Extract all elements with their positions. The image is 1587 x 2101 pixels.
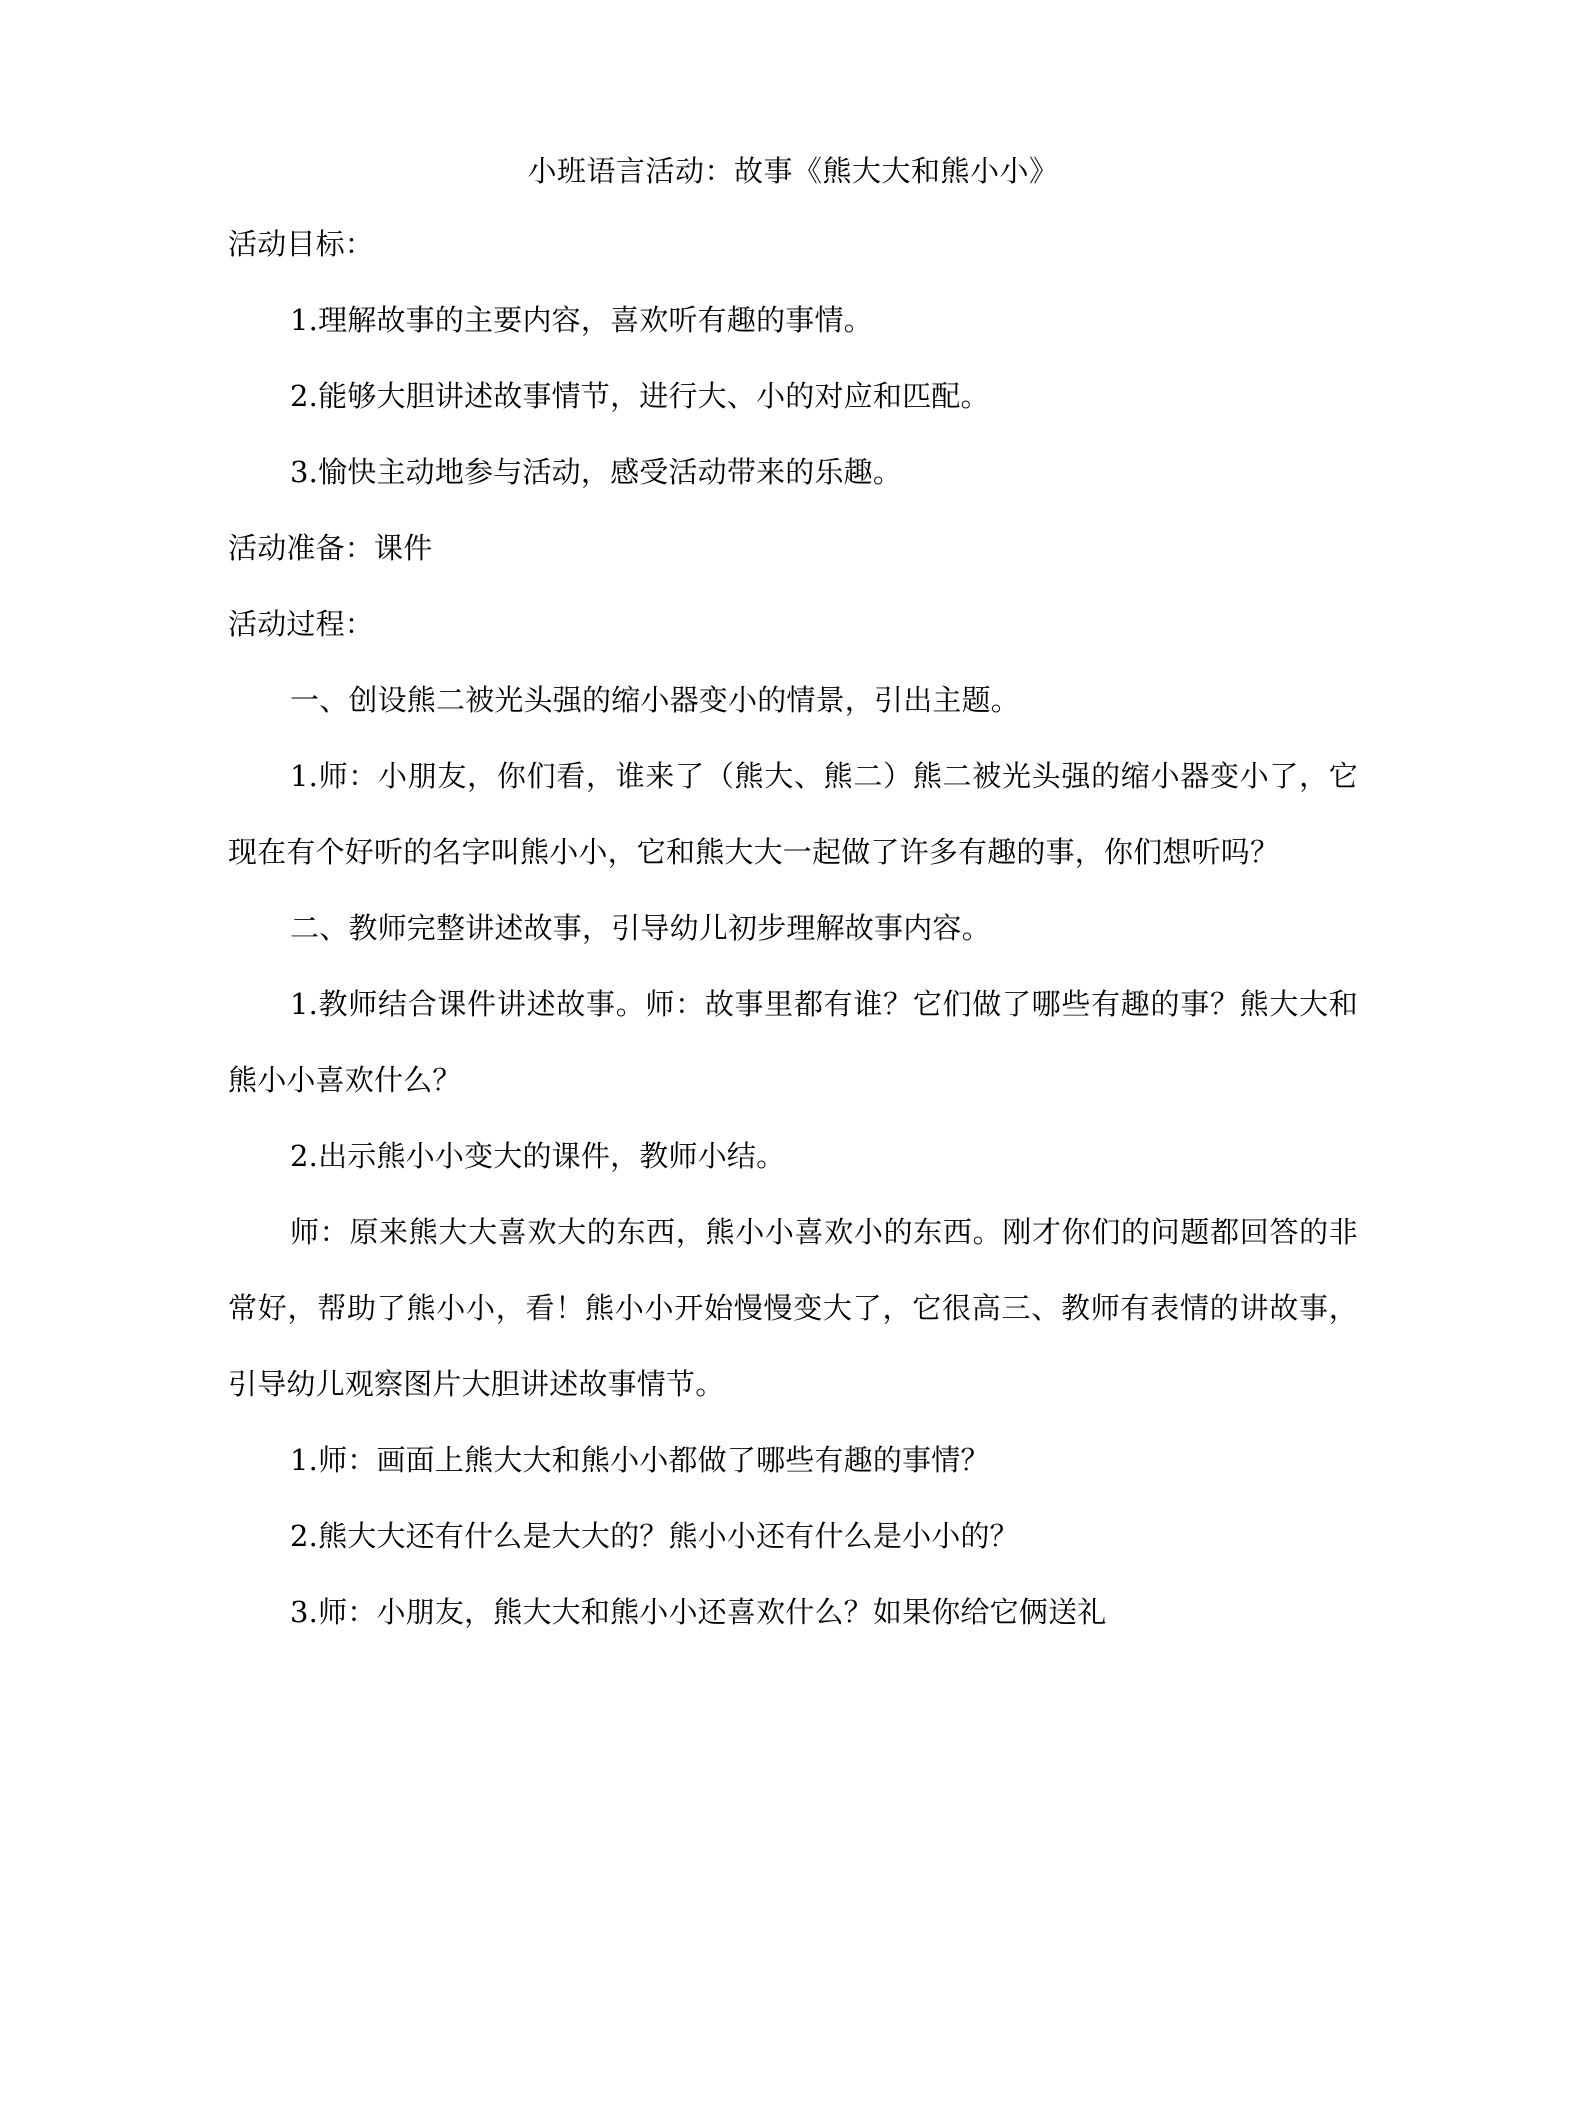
step-one-heading: 一、创设熊二被光头强的缩小器变小的情景，引出主题。 xyxy=(290,683,1021,717)
step-two-item-2: 2.出示熊小小变大的课件，教师小结。 xyxy=(290,1139,786,1173)
activity-goal-3: 3.愉快主动地参与活动，感受活动带来的乐趣。 xyxy=(290,455,903,489)
activity-goals-heading: 活动目标： xyxy=(228,227,375,261)
step-three-item-1: 1.师：画面上熊大大和熊小小都做了哪些有趣的事情？ xyxy=(290,1443,990,1477)
step-three-item-2: 2.熊大大还有什么是大大的？熊小小还有什么是小小的？ xyxy=(290,1519,1019,1553)
step-two-summary: 师：原来熊大大喜欢大的东西，熊小小喜欢小的东西。刚才你们的问题都回答的非常好，帮助了熊小小，看！熊小小开始慢慢变大了，它很高三、教师有表情的讲故事，引导幼儿观察图片大胆讲述故事情节。 xyxy=(228,1215,1358,1401)
activity-goal-2: 2.能够大胆讲述故事情节，进行大、小的对应和匹配。 xyxy=(290,379,990,413)
document-body xyxy=(228,140,1358,1650)
step-three-item-3: 3.师：小朋友，熊大大和熊小小还喜欢什么？如果你给它俩送礼 xyxy=(290,1595,1107,1629)
document-title: 小班语言活动：故事《熊大大和熊小小》 xyxy=(527,154,1059,188)
step-two-heading: 二、教师完整讲述故事，引导幼儿初步理解故事内容。 xyxy=(290,911,991,945)
step-two-item-1: 1.教师结合课件讲述故事。师：故事里都有谁？它们做了哪些有趣的事？熊大大和熊小小喜欢什么？ xyxy=(228,987,1358,1097)
activity-preparation: 活动准备：课件 xyxy=(228,531,433,565)
activity-goal-1: 1.理解故事的主要内容，喜欢听有趣的事情。 xyxy=(290,303,873,337)
activity-process-heading: 活动过程： xyxy=(228,607,375,641)
step-one-item-1: 1.师：小朋友，你们看，谁来了（熊大、熊二）熊二被光头强的缩小器变小了，它现在有个好听的名字叫熊小小，它和熊大大一起做了许多有趣的事，你们想听吗？ xyxy=(228,759,1358,869)
